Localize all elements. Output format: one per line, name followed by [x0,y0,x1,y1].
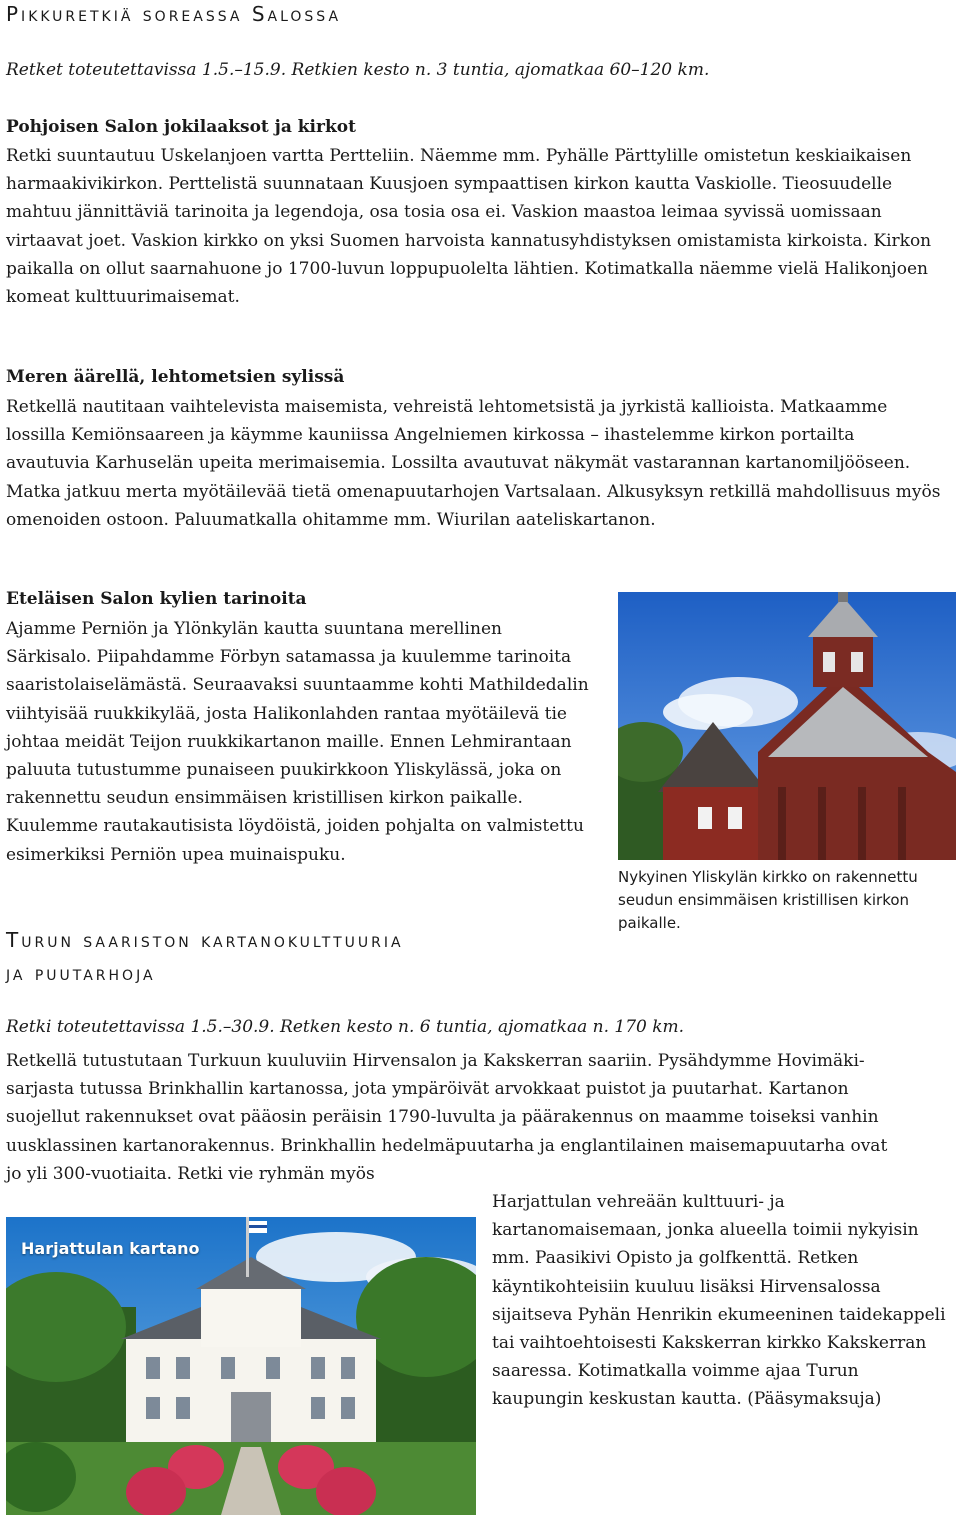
tour2-info: Retki toteutettavissa 1.5.–30.9. Retken kesto n. 6 tuntia, ajomatkaa n. 170 km. [6,1017,685,1037]
church-photo-caption: Nykyinen Yliskylän kirkko on rakennettu seudun ensimmäisen kristillisen kirkon paikalle. [618,868,918,932]
tour2-text-top: Retkellä tutustutaan Turkuun kuuluviin Hirvensalon ja Kakskerran saariin. Pysähdymme Hovimäki-sarjasta tutussa Brinkhallin kartanossa, jota ympäröivät arvokkaat puistot ja puutarhat. Kartanon suojellut rakennukset ovat pääosin peräisin 1790-luvulta ja päärakennus on maamme toiseksi vanhin uusklassinen kartanorakennus. Brinkhallin hedelmäpuutarha ja englantilainen maisemapuutarha ovat jo yli 300-vuotiaita. Retki vie ryhmän myös [6,1051,888,1184]
tour2-title-line2: ja puutarhoja [6,961,156,985]
tour1-info: Retket toteutettavissa 1.5.–15.9. Retkien kesto n. 3 tuntia, ajomatkaa 60–120 km. [6,60,710,80]
church-photo [618,592,956,860]
manor-photo-label: Harjattulan kartano [21,1239,200,1258]
manor-photo [6,1217,476,1515]
section1-text: Retki suuntautuu Uskelanjoen vartta Pertteliin. Näemme mm. Pyhälle Pärttylille omistetun keskiaikaisen harmaakivikirkon. Perttelistä suunnataan Kuusjoen sympaattisen kirkon kautta Vaskiolle. Tieosuudelle mahtuu jännittäviä tarinoita ja legendoja, osa tosia osa ei. Vaskion maastoa leimaa syvissä uomissaan virtaavat joet. Vaskion kirkko on yksi Suomen harvoista kannatusyhdistyksen omistamista kirkoista. Kirkon paikalla on ollut saarnahuone jo 1700-luvun loppupuolelta lähtien. Kotimatkalla näemme vielä Halikonjoen komeat kulttuurimaisemat. [6,146,932,308]
page-title: Pikkuretkiä soreassa Salossa [6,2,342,26]
section3-text: Ajamme Perniön ja Ylönkylän kautta suuntana merellinen Särkisalo. Piipahdamme Förbyn satamassa ja kuulemme tarinoita saaristolaiselämästä. Seuraavaksi suuntaamme kohti Mathildedalin viihtyisää ruukkikylää, josta Halikonlahden rantaa myötäilevä tie johtaa meidät Teijon ruukkikartanon maille. Ennen Lehmirantaan paluuta tutustumme punaiseen puukirkkoon Yliskylässä, joka on rakennettu seudun ensimmäisen kristillisen kirkon paikalle. Kuulemme rautakautisista löydöistä, joiden pohjalta on valmistettu esimerkiksi Perniön upea muinaispuku. [6,619,589,865]
section3-heading: Eteläisen Salon kylien tarinoita [6,589,307,609]
section2-text: Retkellä nautitaan vaihtelevista maisemista, vehreistä lehtometsistä ja jyrkistä kallioista. Matkaamme lossilla Kemiönsaareen ja käymme kauniissa Angelniemen kirkossa – ihastelemme kirkon portailta avautuvia Karhuselän upeita merimaisemia. Lossilta avautuvat näkymät vastarannan kartanomiljööseen. Matka jatkuu merta myötäilevää tietä omenapuutarhojen Vartsalaan. Alkusyksyn retkillä mahdollisuus myös omenoiden ostoon. Paluumatkalla ohitamme mm. Wiurilan aateliskartanon. [6,397,941,530]
tour2-title-line1: Turun saariston kartanokulttuuria [6,928,404,952]
tour2-text-side: Harjattulan vehreään kulttuuri- ja kartanomaisemaan, jonka alueella toimii nykyisin mm. Paasikivi Opisto ja golfkenttä. Retken käyntikohteisiin kuuluu lisäksi Hirvensalossa sijaitseva Pyhän Henrikin ekumeeninen taidekappeli tai vaihtoehtoisesti Kakskerran kirkko Kakskerran saaressa. Kotimatkalla voimme ajaa Turun kaupungin keskustan kautta. (Pääsymaksuja) [492,1192,946,1410]
section1-heading: Pohjoisen Salon jokilaaksot ja kirkot [6,117,356,137]
section2-heading: Meren äärellä, lehtometsien sylissä [6,367,345,387]
